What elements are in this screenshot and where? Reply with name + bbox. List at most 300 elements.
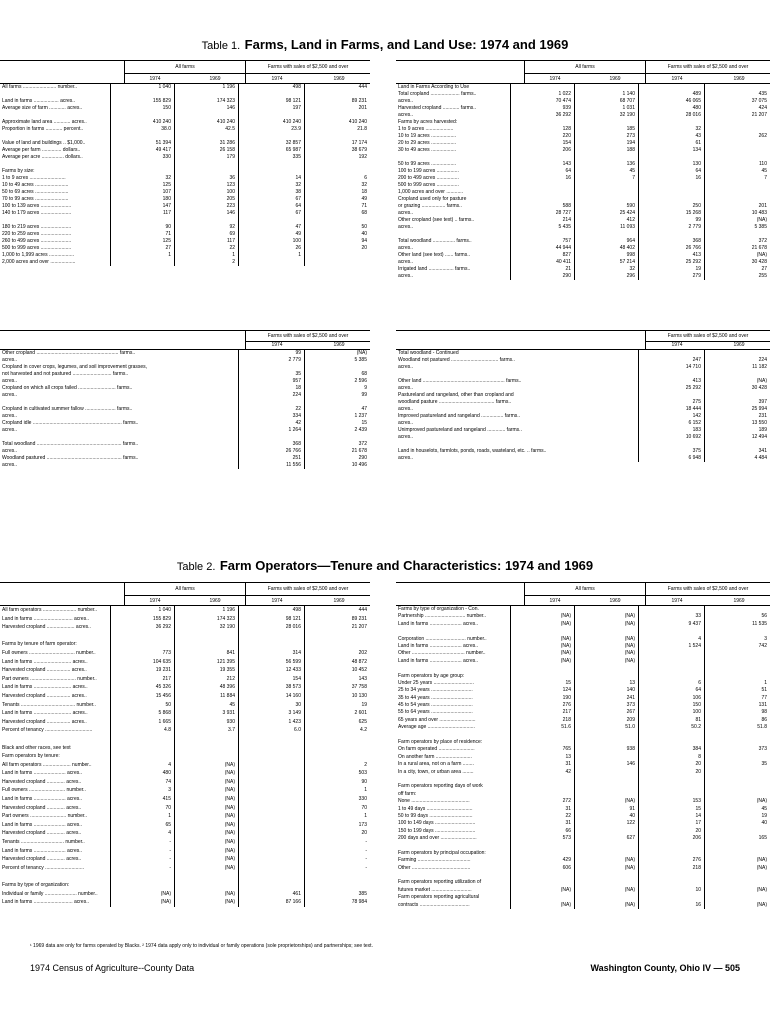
row-label: Farms by size:: [2, 168, 35, 174]
row-value: 90: [304, 778, 370, 787]
row-value: 121 395: [174, 658, 238, 667]
row-value: 78 984: [304, 898, 370, 907]
row-value: 1 524: [638, 643, 704, 650]
row-value: 15: [638, 806, 704, 813]
row-label: 20 to 29 acres ..................: [398, 140, 457, 146]
row-label: Land in farms ........................... acres..: [2, 658, 88, 665]
table-row: [0, 245, 370, 252]
row-value: 68 707: [574, 98, 638, 105]
row-value: 6.0: [238, 726, 304, 735]
row-value: [238, 838, 304, 847]
row-value: 15 456: [110, 692, 174, 701]
row-label: 1 to 9 acres ..........................: [2, 175, 66, 181]
row-label: Harvested cropland ............. acres..: [2, 778, 82, 785]
row-value: [574, 231, 638, 238]
table-row: [0, 189, 370, 196]
row-value: 47: [304, 406, 370, 413]
row-value: 32 857: [238, 140, 304, 147]
row-label: Part owners ................................. number..: [2, 675, 97, 682]
row-value: 2: [174, 259, 238, 266]
table-row: [0, 632, 370, 641]
row-value: [304, 217, 370, 224]
row-value: [238, 881, 304, 890]
row-value: 11 093: [574, 224, 638, 231]
table-row: [396, 835, 770, 842]
row-label: contracts ....................................: [398, 901, 470, 908]
row-value: [638, 776, 704, 783]
table-row: [396, 434, 770, 441]
row-value: 23.9: [238, 126, 304, 133]
row-value: [704, 828, 770, 835]
row-label: On farm operated ..........................: [398, 746, 475, 753]
row-value: 2: [304, 761, 370, 770]
row-value: 67: [238, 196, 304, 203]
row-value: 205: [174, 196, 238, 203]
row-label: 10 to 19 acres ..................: [398, 133, 457, 139]
table-row: [396, 843, 770, 850]
row-value: 30 428: [704, 259, 770, 266]
row-value: 588: [510, 203, 574, 210]
row-value: [238, 735, 304, 744]
row-value: 22: [174, 245, 238, 252]
row-value: 7: [574, 175, 638, 182]
row-value: 314: [238, 649, 304, 658]
row-label: Harvested cropland ............. acres..: [2, 830, 82, 837]
table-row: [0, 838, 370, 847]
row-value: [574, 828, 638, 835]
row-label: 150 to 199 days .............................: [398, 827, 476, 834]
table-row: [0, 640, 370, 649]
row-value: 939: [510, 105, 574, 112]
row-value: 86: [704, 717, 770, 724]
row-label: [0, 399, 238, 406]
table-row: [396, 420, 770, 427]
row-label: acres..: [398, 420, 414, 426]
table1-lower-left-group-sales: Farms with sales of $2,500 and over 1974 1969: [245, 331, 370, 349]
table-row: [0, 140, 370, 147]
table2-left-group-sales: Farms with sales of $2,500 and over 1974 1969: [245, 583, 370, 605]
table-row: [0, 701, 370, 710]
table-row: [396, 724, 770, 731]
row-value: 11 884: [174, 692, 238, 701]
row-value: [238, 434, 304, 441]
row-value: 20: [304, 829, 370, 838]
row-value: 26: [238, 245, 304, 252]
row-value: [510, 894, 574, 901]
row-value: 81: [638, 717, 704, 724]
row-value: 276: [510, 702, 574, 709]
row-value: 279: [638, 273, 704, 280]
row-value: [638, 182, 704, 189]
row-label: acres..: [2, 462, 18, 468]
row-label: 200 days and over ..........................: [398, 835, 477, 842]
row-value: 27: [110, 245, 174, 252]
row-label: acres..: [398, 112, 414, 118]
row-value: 241: [574, 695, 638, 702]
table-row: [396, 84, 770, 91]
row-value: 1: [110, 252, 174, 259]
row-value: (NA): [510, 636, 574, 643]
table-row: [0, 357, 370, 364]
row-value: [704, 776, 770, 783]
row-label: 100 to 199 acres ................: [398, 168, 459, 174]
row-value: [510, 628, 574, 635]
row-value: [304, 640, 370, 649]
table-row: [0, 441, 370, 448]
row-value: 174 323: [174, 98, 238, 105]
row-value: (NA): [304, 350, 370, 357]
row-value: 220: [510, 133, 574, 140]
table-row: [396, 628, 770, 635]
row-label: acres..: [398, 245, 414, 251]
row-label: 100 to 139 acres ......................: [2, 203, 72, 209]
table-row: [0, 864, 370, 873]
row-value: (NA): [174, 769, 238, 778]
table-row: [0, 119, 370, 126]
row-value: [174, 168, 238, 175]
row-value: 5 435: [510, 224, 574, 231]
row-value: 124: [510, 687, 574, 694]
row-value: (NA): [510, 613, 574, 620]
row-value: 335: [238, 154, 304, 161]
row-value: [238, 364, 304, 371]
row-value: 192: [304, 154, 370, 161]
row-value: [638, 84, 704, 91]
row-value: [638, 606, 704, 613]
table-row: [396, 820, 770, 827]
table-row: [0, 855, 370, 864]
table-row: [0, 615, 370, 624]
table-row: [0, 399, 370, 406]
row-value: (NA): [704, 798, 770, 805]
table-row: [0, 761, 370, 770]
row-label: Land in farms ............................ acres..: [2, 615, 89, 622]
row-label: All farms ........................ number..: [2, 84, 78, 90]
row-label: futures market .............................: [398, 886, 472, 893]
row-value: [704, 894, 770, 901]
table-row: [0, 718, 370, 727]
row-value: [704, 392, 770, 399]
row-value: 1 040: [110, 84, 174, 91]
row-label: In a city, town, or urban area ........: [398, 768, 474, 775]
row-value: [304, 133, 370, 140]
row-value: [304, 881, 370, 890]
row-value: 368: [238, 441, 304, 448]
table-row: [0, 778, 370, 787]
table-row: [396, 879, 770, 886]
row-label: off farm:: [398, 790, 417, 797]
row-label: Harvested cropland ................. acres..: [2, 718, 87, 725]
row-value: [510, 665, 574, 672]
row-label: Farm operators by age group:: [398, 672, 465, 679]
table1-right-group-all: All farms 1974 1969: [524, 61, 645, 83]
table-row: [396, 643, 770, 650]
row-value: 2 601: [304, 709, 370, 718]
row-value: 47: [238, 224, 304, 231]
row-label: [396, 231, 510, 238]
table-row: [396, 238, 770, 245]
row-value: 742: [704, 643, 770, 650]
row-value: 255: [704, 273, 770, 280]
row-value: [704, 650, 770, 657]
row-value: 15 268: [638, 210, 704, 217]
row-value: [110, 161, 174, 168]
row-label: Farming ......................................: [398, 857, 471, 864]
row-value: [110, 881, 174, 890]
row-value: [238, 259, 304, 266]
row-value: (NA): [174, 804, 238, 813]
row-value: [110, 133, 174, 140]
row-value: 217: [110, 675, 174, 684]
table-row: [0, 769, 370, 778]
table2-right-group-all: All farms 1974 1969: [524, 583, 645, 605]
row-value: 123: [174, 182, 238, 189]
row-value: (NA): [174, 864, 238, 873]
row-value: 57 214: [574, 259, 638, 266]
row-label: Farms by acres harvested:: [398, 119, 458, 125]
table-row: [0, 98, 370, 105]
row-label: [0, 872, 110, 881]
table-row: [0, 231, 370, 238]
row-value: 20: [304, 245, 370, 252]
row-value: [574, 791, 638, 798]
row-value: [510, 791, 574, 798]
row-label: Pastureland and rangeland, other than cropland and: [398, 392, 514, 398]
row-label: Land in farms ............................ acres..: [2, 899, 89, 906]
row-label: acres..: [2, 413, 18, 419]
table-row: [396, 872, 770, 879]
row-label: Farm operators by tenure:: [2, 753, 60, 760]
row-label: Woodland pastured ...................................................... farms..: [2, 455, 139, 461]
table-row: [0, 154, 370, 161]
row-value: 201: [304, 105, 370, 112]
row-value: -: [110, 864, 174, 873]
row-label: 25 to 34 years ..............................: [398, 687, 473, 694]
row-value: [110, 632, 174, 641]
row-value: [238, 752, 304, 761]
row-value: 10 130: [304, 692, 370, 701]
row-label: [0, 112, 110, 119]
row-value: [110, 735, 174, 744]
row-value: 51.0: [574, 724, 638, 731]
row-value: 30: [238, 701, 304, 710]
row-value: 368: [638, 238, 704, 245]
row-label: Harvested cropland .................... acres..: [2, 624, 91, 631]
row-label: [396, 665, 510, 672]
table1-lower-left-block: [0, 330, 370, 469]
row-value: 1 264: [238, 427, 304, 434]
row-value: (NA): [574, 643, 638, 650]
row-label: Woodland not pastured .................................. farms..: [398, 357, 515, 363]
table-row: [0, 804, 370, 813]
row-value: -: [110, 855, 174, 864]
row-value: [510, 776, 574, 783]
row-value: [704, 628, 770, 635]
row-value: [638, 189, 704, 196]
row-value: [638, 154, 704, 161]
table1-right-rows: [396, 84, 770, 280]
table-row: [396, 91, 770, 98]
row-value: 10: [638, 887, 704, 894]
table-row: [0, 890, 370, 899]
row-label: Cropland used only for pasture: [398, 196, 467, 202]
row-value: [704, 371, 770, 378]
row-value: 2 779: [238, 357, 304, 364]
table1-title: [0, 36, 770, 54]
row-label: Unimproved pastureland and rangeland ............. farms..: [398, 427, 522, 433]
row-value: 1 237: [304, 413, 370, 420]
row-value: 2 439: [304, 427, 370, 434]
row-value: -: [304, 855, 370, 864]
row-label: acres..: [2, 448, 18, 454]
row-label: Under 25 years .............................: [398, 679, 474, 686]
row-value: 19: [304, 701, 370, 710]
table-row: [0, 259, 370, 266]
row-value: 224: [704, 357, 770, 364]
table-row: [0, 829, 370, 838]
row-value: [110, 91, 174, 98]
row-label: Land in houselots, farmlots, ponds, roads, wasteland, etc. .. farms..: [398, 448, 547, 454]
table-row: [396, 621, 770, 628]
row-label: All farm operators ........................ number..: [2, 607, 98, 613]
row-value: [704, 140, 770, 147]
row-value: 372: [704, 238, 770, 245]
table-row: [0, 133, 370, 140]
row-value: [574, 154, 638, 161]
row-value: [574, 739, 638, 746]
row-value: 251: [238, 455, 304, 462]
row-value: [510, 196, 574, 203]
row-label: Corporation ............................. number..: [398, 635, 487, 642]
row-value: 330: [110, 154, 174, 161]
table-row: [0, 898, 370, 907]
row-value: (NA): [174, 838, 238, 847]
row-value: [574, 182, 638, 189]
row-value: [638, 441, 704, 448]
row-value: 155 829: [110, 615, 174, 624]
row-value: [174, 752, 238, 761]
row-value: 50: [304, 224, 370, 231]
row-value: (NA): [174, 829, 238, 838]
row-value: 42: [238, 420, 304, 427]
row-value: 18: [304, 189, 370, 196]
row-label: Value of land and buildings .. $1,000..: [2, 140, 86, 146]
row-label: Other land ........................................................... farms..: [398, 378, 522, 384]
row-value: 65 987: [238, 147, 304, 154]
row-value: 590: [574, 203, 638, 210]
row-value: (NA): [110, 898, 174, 907]
table2-left-block: [0, 582, 370, 907]
table-row: [396, 857, 770, 864]
table-row: [396, 231, 770, 238]
table1-left-group-sales: Farms with sales of $2,500 and over 1974 1969: [245, 61, 370, 83]
row-value: 31: [510, 820, 574, 827]
row-label: Average age ..................................: [398, 724, 475, 731]
row-value: [574, 196, 638, 203]
row-value: 40: [574, 813, 638, 820]
row-value: 130: [638, 161, 704, 168]
row-value: 19 355: [174, 666, 238, 675]
row-value: 223: [174, 203, 238, 210]
table-row: [396, 650, 770, 657]
row-label: Land in farms ....................... acres..: [2, 847, 83, 854]
table-row: [0, 413, 370, 420]
row-value: 1: [704, 680, 770, 687]
table-row: [0, 392, 370, 399]
row-label: Land in farms ....................... acres..: [398, 657, 479, 664]
row-value: 51.6: [510, 724, 574, 731]
row-value: 22: [238, 406, 304, 413]
row-value: [510, 783, 574, 790]
table-row: [0, 252, 370, 259]
row-value: [510, 732, 574, 739]
row-value: [238, 795, 304, 804]
row-value: [304, 168, 370, 175]
table-row: [396, 147, 770, 154]
row-value: 128: [510, 126, 574, 133]
row-value: [174, 744, 238, 753]
row-value: [704, 872, 770, 879]
row-value: [510, 606, 574, 613]
table-row: [396, 732, 770, 739]
row-value: [638, 650, 704, 657]
row-value: [638, 658, 704, 665]
row-label: Total woodland ................ farms..: [398, 238, 472, 244]
row-value: 32: [574, 266, 638, 273]
row-value: 125: [110, 182, 174, 189]
row-label: Land in Farms According to Use: [398, 84, 470, 90]
row-value: [704, 665, 770, 672]
row-value: [304, 752, 370, 761]
row-label: Black and other races, see text: [2, 744, 71, 751]
row-value: 21: [510, 266, 574, 273]
row-value: 21 678: [304, 448, 370, 455]
row-value: 77: [704, 695, 770, 702]
table-row: [396, 613, 770, 620]
table1-lower-right-colhead: [396, 330, 770, 350]
row-label: 180 to 219 acres ......................: [2, 224, 72, 230]
row-value: [574, 665, 638, 672]
row-value: 410 240: [304, 119, 370, 126]
row-value: [704, 182, 770, 189]
row-label: Part owners .......................... number..: [2, 813, 88, 820]
row-value: 1 423: [238, 718, 304, 727]
row-value: (NA): [510, 658, 574, 665]
row-value: 8: [638, 754, 704, 761]
row-value: [174, 112, 238, 119]
row-value: [638, 791, 704, 798]
row-value: 217: [510, 709, 574, 716]
table-row: [0, 666, 370, 675]
table-row: [396, 98, 770, 105]
row-label: [0, 91, 110, 98]
row-value: 180: [110, 196, 174, 203]
table-row: [0, 726, 370, 735]
row-value: (NA): [574, 865, 638, 872]
row-value: 32 190: [174, 623, 238, 632]
row-value: [574, 879, 638, 886]
row-value: 1: [174, 252, 238, 259]
table-row: [396, 119, 770, 126]
row-label: [0, 161, 110, 168]
row-value: 194: [574, 140, 638, 147]
table-row: [396, 105, 770, 112]
row-value: (NA): [510, 887, 574, 894]
row-value: [704, 231, 770, 238]
row-value: [304, 872, 370, 881]
row-label: acres..: [2, 357, 18, 363]
row-value: [510, 231, 574, 238]
